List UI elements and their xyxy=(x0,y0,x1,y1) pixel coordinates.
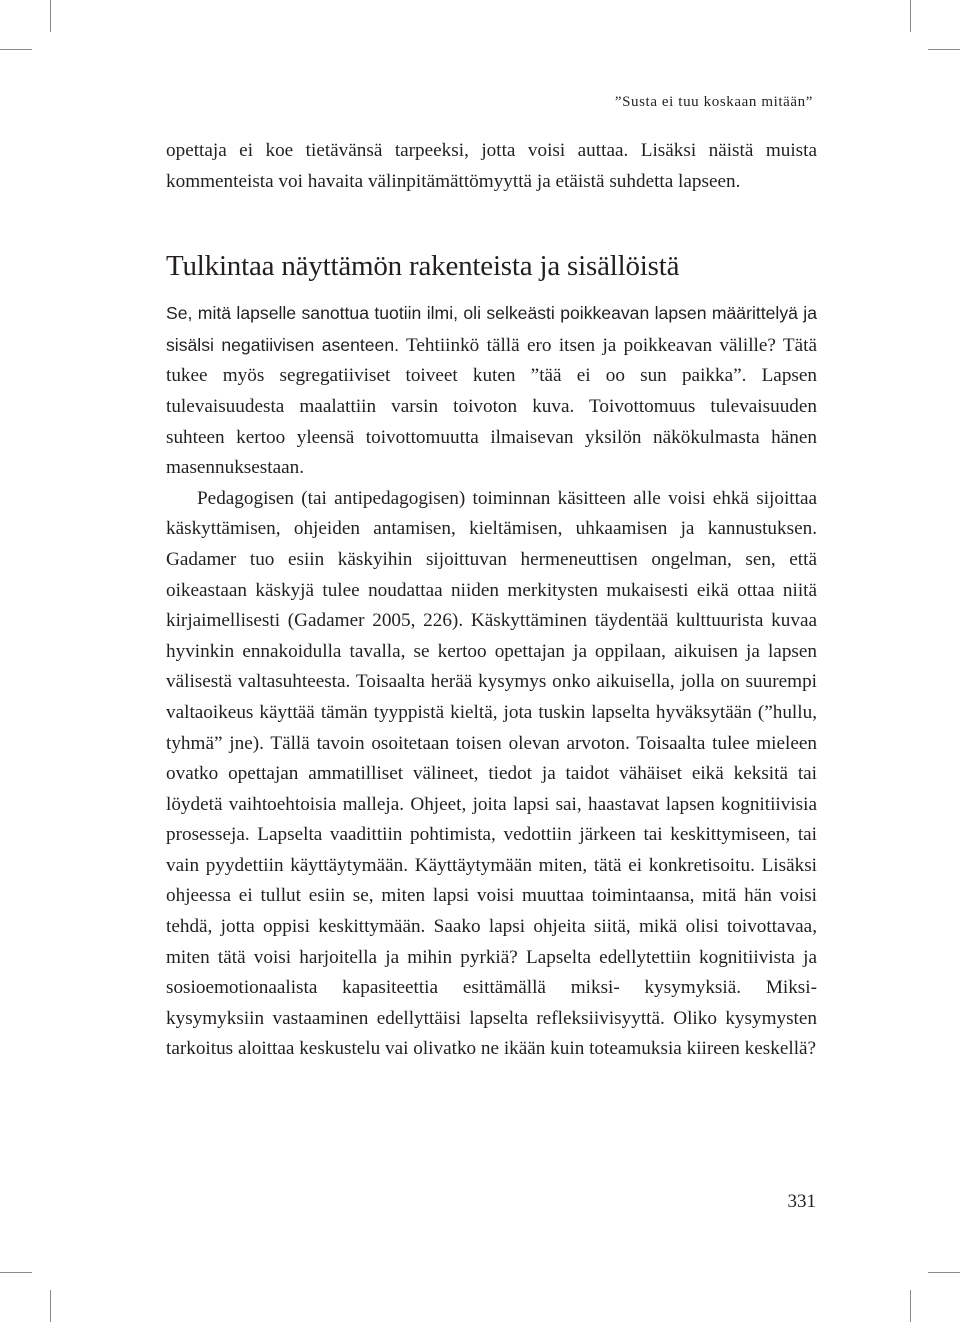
crop-mark-bottom-right xyxy=(910,1290,911,1322)
paragraph-1 xyxy=(166,298,817,484)
paragraph-1-lead: Se, mitä lapselle sanottua tuotiin ilmi, oli selkeästi poikkeavan lapsen määrittelyä ja sisälsi negatiivisen asenteen. xyxy=(166,303,817,355)
crop-mark-bottom-left-horizontal xyxy=(0,1272,32,1273)
paragraph-2: Pedagogisen (tai antipedagogisen) toiminnan käsitteen alle voisi ehkä sijoittaa käskyttämisen, ohjeiden antamisen, kieltämisen, uhkaamisen ja kannustuksen. Gadamer tuo esiin käskyihin sijoittuvan hermeneuttisen ongelman, sen, että oikeastaan käskyjä tulee noudattaa niiden merkitysten mukaisesti eikä ottaa niitä kirjaimellisesti (Gadamer 2005, 226). Käskyttäminen täydentää kulttuurista kuvaa hyvinkin ennakoidulla tavalla, se kertoo opettajan ja oppilaan, aikuisen ja lapsen välisestä valtasuhteesta. Toisaalta herää kysymys onko aikuisella, jolla on suurempi valtaoikeus käyttää tämän tyyppistä kieltä, jota tuskin lapselta hyväksytään (”hullu, tyhmä” jne). Tällä tavoin osoitetaan toisen olevan arvoton. Toisaalta tulee mieleen ovatko opettajan ammatilliset välineet, tiedot ja taidot vähäiset eikä keksitä tai löydetä vaihtoehtoisia malleja. Ohjeet, joita lapsi sai, haastavat lapsen kognitiivisia prosesseja. Lapselta vaadittiin pohtimista, vedottiin järkeen tai keskittymiseen, tai vain pyydettiin käyttäytymään. Käyttäytymään miten, tätä ei konkretisoitu. Lisäksi ohjeessa ei tullut esiin se, miten lapsi voisi muuttaa toimintaansa, mitä hän voisi tehdä, jotta oppisi keskittymään. Saako lapsi ohjeita siitä, mikä olisi toivottavaa, miten tätä voisi harjoitella ja mihin pyrkiä? Lapselta edellytettiin kognitiivista ja sosioemotionaalista kapasiteettia esittämällä miksi- kysymyksiä. Miksi- kysymyksiin vastaaminen edellyttäisi lapselta refleksiivisyyttä. Oliko kysymysten tarkoitus aloittaa keskustelu vai olivatko ne ikään kuin toteamuksia kiireen keskellä? xyxy=(166,487,817,1060)
crop-mark-bottom-right-horizontal xyxy=(928,1272,960,1273)
body-text xyxy=(166,136,817,1065)
intro-paragraph: opettaja ei koe tietävänsä tarpeeksi, jotta voisi auttaa. Lisäksi näistä muista kommenteista voi havaita välinpitämättömyyttä ja etäistä suhdetta lapseen. xyxy=(166,140,817,192)
running-head: ”Susta ei tuu koskaan mitään” xyxy=(614,94,813,110)
paragraph-1-rest: Tehtiinkö tällä ero itsen ja poikkeavan välille? Tätä tukee myös segregatiiviset toiveet kuten ”tää ei oo sun paikka”. Lapsen tulevaisuudesta maalattiin varsin toivoton kuva. Toivottomuus tulevaisuuden suhteen kertoo yleensä toivottomuutta ilmaisevan yksilön näkökulmasta hänen masennuksestaan. xyxy=(166,334,817,479)
crop-mark-bottom-left xyxy=(50,1290,51,1322)
page-number: 331 xyxy=(787,1191,816,1212)
crop-mark-top-right xyxy=(910,0,911,32)
crop-mark-top-left-horizontal xyxy=(0,49,32,50)
section-heading: Tulkintaa näyttämön rakenteista ja sisällöistä xyxy=(166,250,680,283)
crop-mark-top-right-horizontal xyxy=(928,49,960,50)
crop-mark-top-left xyxy=(50,0,51,32)
